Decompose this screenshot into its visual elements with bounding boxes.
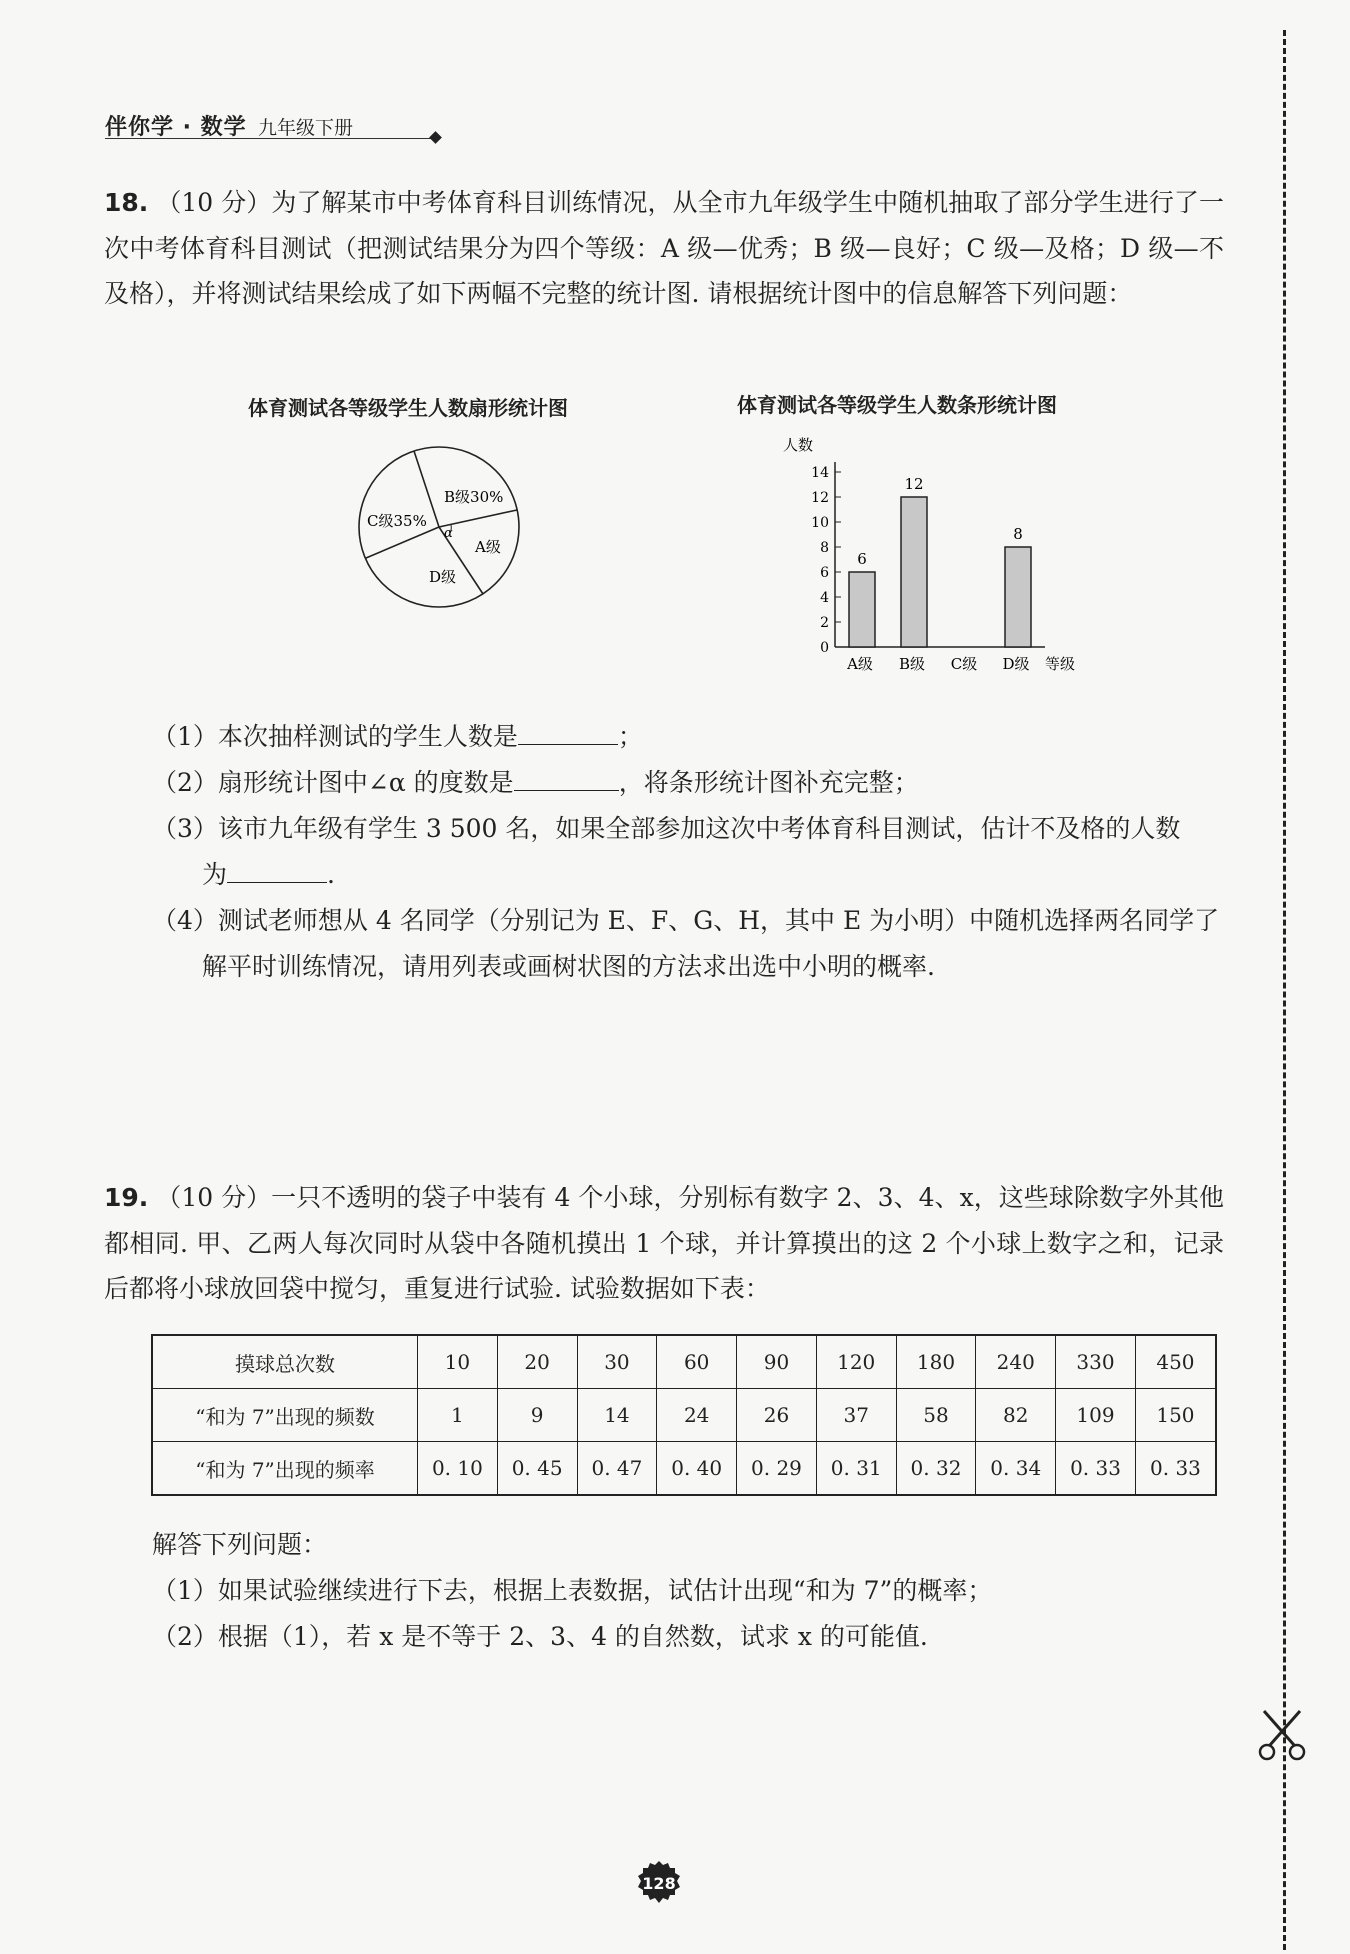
answer-blank[interactable]	[227, 855, 327, 884]
question-18-part-3: （3）该市九年级有学生 3 500 名，如果全部参加这次中考体育科目测试，估计不及格的人数 为 .	[152, 814, 1181, 889]
question-18-part-4: （4）测试老师想从 4 名同学（分别记为 E、F、G、H，其中 E 为小明）中随机选择两名同学了 解平时训练情况，请用列表或画树状图的方法求出选中小明的概率.	[152, 906, 1220, 981]
question-18-part-2: （2）扇形统计图中∠α 的度数是 ，将条形统计图补充完整；	[152, 760, 1224, 806]
data-label: 8	[1013, 525, 1023, 543]
question-18-text: （10 分）为了解某市中考体育科目训练情况，从全市九年级学生中随机抽取了部分学生进行了一次中考体育科目测试（把测试结果分为四个等级：A 级—优秀；B 级—良好；C 级—及格；D 级—不及格），并将测试结果绘成了如下两幅不完整的统计图. 请根据统计图中的信息解答下列问题：	[104, 188, 1225, 308]
data-label: 6	[857, 550, 867, 568]
x-tick-label: B级	[898, 655, 926, 673]
y-tick-label: 2	[820, 615, 829, 631]
question-19-prompt: 解答下列问题：	[152, 1530, 328, 1559]
x-tick-label: D级	[1002, 655, 1030, 673]
header-diamond-icon	[429, 131, 442, 144]
book-grade: 九年级下册	[258, 117, 354, 139]
y-tick-label: 4	[820, 590, 829, 606]
x-tick-label: A级	[847, 655, 873, 673]
data-label: 12	[904, 475, 924, 493]
scissors-icon	[1252, 1705, 1312, 1765]
pie-label-b: B级30%	[444, 488, 504, 506]
y-tick-label: 10	[811, 515, 829, 531]
pie-label-c: C级35%	[367, 512, 427, 530]
pie-chart-title: 体育测试各等级学生人数扇形统计图	[248, 396, 568, 420]
question-19-text: （10 分）一只不透明的袋子中装有 4 个小球，分别标有数字 2、3、4、x，这些球除数字外其他都相同. 甲、乙两人每次同时从袋中各随机摸出 1 个球，并计算摸出的这 2 个小球上数字之和，记录后都将小球放回袋中搅匀，重复进行试验. 试验数据如下表：	[104, 1183, 1224, 1303]
y-tick-label: 0	[820, 640, 829, 656]
page-number-badge	[637, 1860, 681, 1904]
question-18-stem	[104, 180, 1224, 317]
y-tick-label: 6	[820, 565, 829, 581]
x-axis-label: 等级	[1045, 655, 1076, 673]
page-number: 128	[642, 1874, 676, 1893]
table-row: “和为 7”出现的频数 1 9 14 24 26 37 58 82 109 150	[152, 1389, 1216, 1442]
angle-alpha-label: α	[444, 526, 453, 541]
question-19-stem	[104, 1175, 1224, 1312]
header-rule	[105, 138, 435, 139]
answer-blank[interactable]	[518, 717, 618, 746]
pie-label-a: A级	[475, 538, 501, 556]
question-18-part-1: （1）本次抽样测试的学生人数是 ；	[152, 714, 1224, 760]
table-row: 摸球总次数 10 20 30 60 90 120 180 240 330 450	[152, 1335, 1216, 1389]
pie-label-d: D级	[429, 568, 457, 586]
bar-chart-title: 体育测试各等级学生人数条形统计图	[737, 393, 1057, 417]
y-tick-label: 12	[811, 490, 829, 506]
book-brand: 伴你学 · 数学	[105, 115, 247, 140]
pie-divider-ba	[439, 510, 517, 527]
bar-D级	[1005, 547, 1031, 647]
cut-line	[1283, 30, 1286, 1950]
answer-blank[interactable]	[514, 763, 619, 792]
y-tick-label: 14	[811, 465, 829, 481]
x-tick-label: C级	[950, 655, 978, 673]
question-19-part-2: （2）根据（1），若 x 是不等于 2、3、4 的自然数，试求 x 的可能值.	[152, 1622, 928, 1651]
y-axis-label: 人数	[783, 436, 814, 454]
bar-chart	[775, 430, 1095, 680]
pie-chart	[355, 440, 535, 620]
question-18-number: 18.	[104, 188, 149, 217]
bar-A级	[849, 572, 875, 647]
pie-divider-dc	[366, 527, 439, 558]
table-row: “和为 7”出现的频率 0. 10 0. 45 0. 47 0. 40 0. 29 0. 31 0. 32 0. 34 0. 33 0. 33	[152, 1442, 1216, 1496]
y-tick-label: 8	[820, 540, 829, 556]
bar-B级	[901, 497, 927, 647]
question-19-part-1: （1）如果试验继续进行下去，根据上表数据，试估计出现“和为 7”的概率；	[152, 1576, 993, 1605]
experiment-table	[151, 1334, 1217, 1496]
question-19-number: 19.	[104, 1183, 149, 1212]
